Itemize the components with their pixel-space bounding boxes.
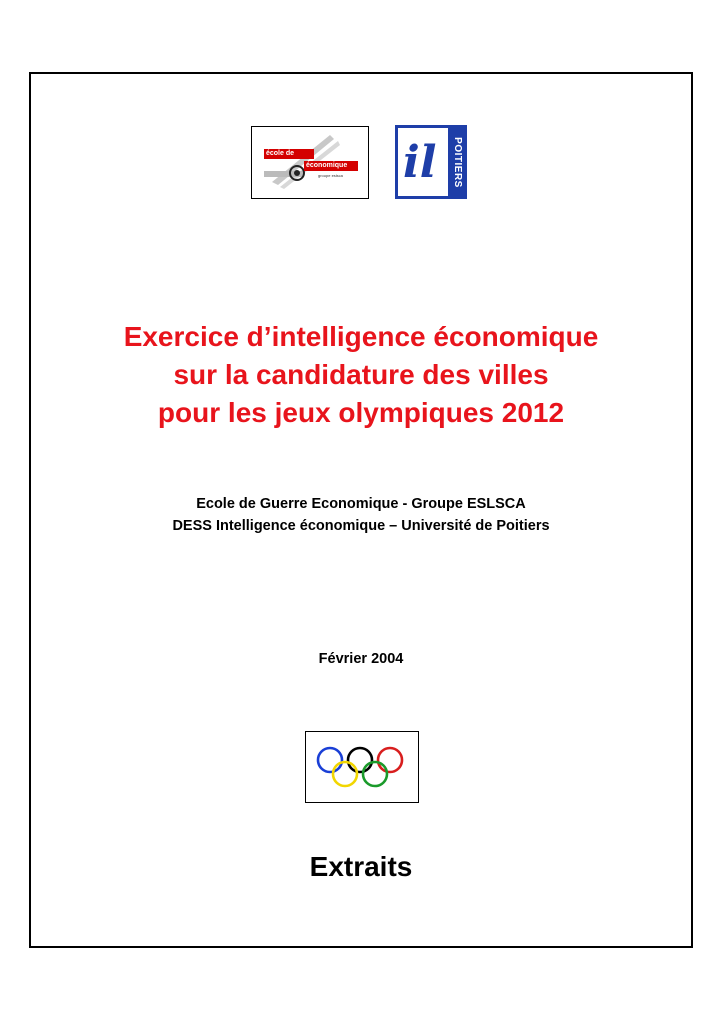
ring-green (363, 762, 387, 786)
organization-line-1: Ecole de Guerre Economique - Groupe ESLSCA (196, 496, 526, 512)
ege-logo-line2: économique (304, 161, 358, 171)
document-title (29, 318, 693, 432)
title-line-3: pour les jeux olympiques 2012 (157, 397, 565, 428)
il-logo-city: POITIERS (451, 136, 463, 188)
ege-logo-subtitle: groupe eslsca (318, 173, 343, 178)
ring-red (378, 748, 402, 772)
organization-line-2: DESS Intelligence économique – Université de Poitiers (172, 518, 550, 534)
olympic-rings-image (305, 731, 419, 803)
title-line-2: sur la candidature des villes (173, 359, 549, 390)
ring-black (348, 748, 372, 772)
title-line-1: Exercice d’intelligence économique (123, 321, 599, 352)
il-logo-box (398, 128, 448, 196)
olympic-rings-icon (306, 732, 418, 802)
ege-logo-line1: école de guerre (264, 149, 314, 159)
il-logo-city-wrap (450, 128, 464, 196)
extraits-label: Extraits (309, 851, 413, 882)
ring-yellow (333, 762, 357, 786)
il-poitiers-logo (395, 125, 467, 199)
il-logo-mark: il (403, 137, 437, 188)
organizations (29, 493, 693, 537)
ecole-guerre-economique-logo (251, 126, 369, 199)
ring-blue (318, 748, 342, 772)
document-date: Février 2004 (318, 651, 404, 667)
